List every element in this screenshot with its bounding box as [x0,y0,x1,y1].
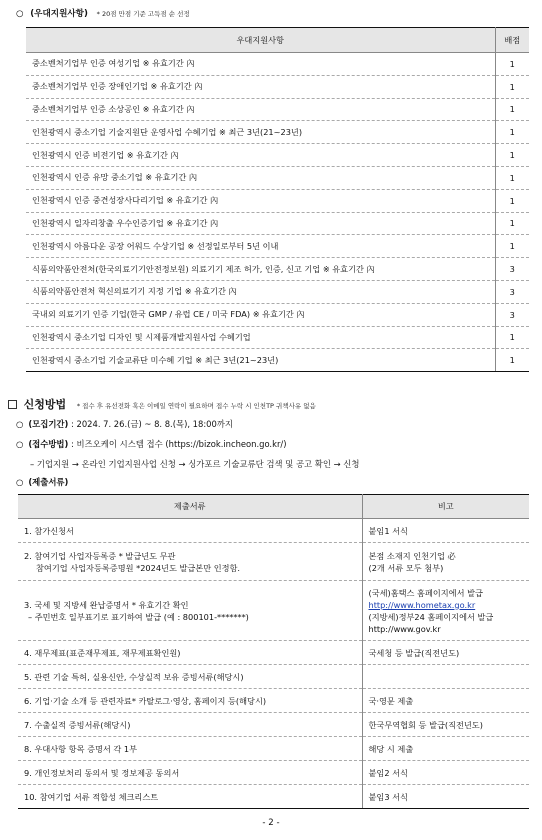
cell-note: 한국무역협회 등 발급(직전년도) [362,713,529,737]
method-line [16,438,286,450]
cell-score: 3 [495,303,529,326]
doc-line: – 주민번호 일부표기로 표기하여 발급 (예 : 800101-*******) [28,611,249,622]
table-row [26,326,529,349]
preference-note: * 20점 만점 기준 고득점 순 선정 [96,10,190,18]
table-row [26,144,529,167]
checkbox-square-icon [8,400,17,409]
bullet: ○ [16,477,24,487]
cell-item: 중소벤처기업부 인증 여성기업 ※ 유효기간 內 [26,53,495,76]
table-row [18,581,529,641]
table-row [18,543,529,581]
table-row [18,761,529,785]
cell-note: 붙임2 서식 [362,761,529,785]
apply-title: 신청방법 [23,398,67,411]
cell-doc: 9. 개인정보처리 동의서 및 정보제공 동의서 [18,761,362,785]
cell-item: 인천광역시 중소기업 기술지원단 운영사업 수혜기업 ※ 최근 3년(21~23년) [26,121,495,144]
bullet: ○ [16,439,24,449]
doc-line: 2. 참여기업 사업자등록증 * 발급년도 무관 [24,550,176,561]
table-row [26,53,529,76]
period-label: (모집기간) [28,419,69,429]
cell-note: 해당 시 제출 [362,737,529,761]
period-line [16,418,233,430]
method-sub-line: – 기업지원 → 온라인 기업지원사업 신청 → 싱가포르 기술교류단 검색 및 공고 확인 → 신청 [30,459,360,469]
cell-item: 식품의약품안전처 혁신의료기기 지정 기업 ※ 유효기간 內 [26,280,495,303]
docs-table [18,494,529,809]
cell-doc: 1. 참가신청서 [18,519,362,543]
cell-item: 인천광역시 일자리창출 우수인증기업 ※ 유효기간 內 [26,212,495,235]
table-row [18,519,529,543]
preference-table [26,27,529,372]
cell-item: 국내외 의료기기 인증 기업(한국 GMP / 유럽 CE / 미국 FDA) ※ 유효기간 內 [26,303,495,326]
note-line: (2개 서류 모두 첨부) [368,562,444,573]
cell-note: 붙임1 서식 [362,519,529,543]
table-row [26,258,529,281]
cell-score: 1 [495,121,529,144]
cell-item: 인천광역시 중소기업 디자인 및 시제품개발지원사업 수혜기업 [26,326,495,349]
cell-item: 인천광역시 인증 중견성장사다리기업 ※ 유효기간 內 [26,189,495,212]
cell-doc: 7. 수출실적 증빙서류(해당시) [18,713,362,737]
cell-item: 중소벤처기업부 인증 소상공인 ※ 유효기간 內 [26,98,495,121]
cell-score: 1 [495,326,529,349]
bullet: ○ [16,419,24,429]
cell-doc: 10. 참여기업 서류 적합성 체크리스트 [18,785,362,809]
hometax-link[interactable]: http://www.hometax.go.kr [368,599,476,610]
cell-score: 3 [495,258,529,281]
cell-score: 1 [495,166,529,189]
table-row [26,212,529,235]
table-row [18,641,529,665]
table-row [26,189,529,212]
cell-item: 인천광역시 중소기업 기술교류단 미수혜 기업 ※ 최근 3년(21~23년) [26,349,495,372]
table-row [18,785,529,809]
cell-score: 1 [495,53,529,76]
cell-score: 1 [495,75,529,98]
cell-item: 식품의약품안전처(한국의료기기안전정보원) 의료기기 제조 허가, 인증, 신고 기업 ※ 유효기간 內 [26,258,495,281]
docs-heading [16,476,68,488]
header-score: 배점 [495,28,529,53]
cell-item: 중소벤처기업부 인증 장애인기업 ※ 유효기간 內 [26,75,495,98]
method-value: : 비즈오케이 시스템 접수 (https://bizok.incheon.go.kr/) [71,439,287,449]
apply-note: * 접수 후 유선전화 혹은 이메일 연락이 필요하며 접수 누락 시 인천TP 귀책사유 없음 [76,402,316,410]
note-line: 본점 소재지 인천기업 必 [368,550,456,561]
cell-score: 1 [495,212,529,235]
method-label: (접수방법) [28,439,69,449]
cell-item: 인천광역시 인증 비전기업 ※ 유효기간 內 [26,144,495,167]
header-docs: 제출서류 [18,495,362,519]
cell-doc: 6. 기업·기술 소개 등 관련자료* 카탈로그·영상, 홈페이지 등(해당시) [18,689,362,713]
header-preference: 우대지원사항 [26,28,495,53]
table-row [26,98,529,121]
cell-doc [18,543,362,581]
cell-score: 3 [495,280,529,303]
cell-doc: 5. 관련 기술 특허, 실용신안, 수상실적 보유 증빙서류(해당시) [18,665,362,689]
table-row [26,121,529,144]
preference-heading [16,7,190,19]
cell-note [362,581,529,641]
cell-doc: 4. 재무제표(표준재무제표, 재무제표확인원) [18,641,362,665]
cell-note: 국·영문 제출 [362,689,529,713]
cell-doc [18,581,362,641]
cell-score: 1 [495,349,529,372]
table-row [26,280,529,303]
cell-note: 국세청 등 발급(직전년도) [362,641,529,665]
cell-note [362,543,529,581]
docs-label: (제출서류) [28,477,69,487]
page-number: - 2 - [262,818,280,828]
table-row [26,303,529,326]
cell-score: 1 [495,189,529,212]
header-remarks: 비고 [362,495,529,519]
apply-heading [8,396,316,412]
table-row [18,689,529,713]
period-value: : 2024. 7. 26.(금) ~ 8. 8.(목), 18:00까지 [71,419,233,429]
cell-item: 인천광역시 아름다운 공장 어워드 수상기업 ※ 선정일로부터 5년 이내 [26,235,495,258]
note-line: http://www.gov.kr [368,623,441,634]
note-line: (국세)홈택스 홈페이지에서 발급 [368,587,483,598]
doc-line: 3. 국세 및 지방세 완납증명서 * 유효기간 확인 [24,599,189,610]
table-header-row [18,495,529,519]
table-row [26,235,529,258]
cell-doc: 8. 우대사항 항목 증명서 각 1부 [18,737,362,761]
bullet: ○ [16,9,24,19]
cell-score: 1 [495,98,529,121]
doc-line: 참여기업 사업자등록증명원 *2024년도 발급본만 인정함. [36,562,241,573]
preference-title: (우대지원사항) [30,9,88,19]
cell-note [362,665,529,689]
cell-item: 인천광역시 인증 유망 중소기업 ※ 유효기간 內 [26,166,495,189]
cell-note: 붙임3 서식 [362,785,529,809]
note-line: (지방세)정부24 홈페이지에서 발급 [368,611,494,622]
table-row [18,713,529,737]
table-row [18,737,529,761]
table-header-row [26,28,529,53]
table-row [26,75,529,98]
table-row [26,166,529,189]
table-row [18,665,529,689]
cell-score: 1 [495,144,529,167]
table-row [26,349,529,372]
cell-score: 1 [495,235,529,258]
